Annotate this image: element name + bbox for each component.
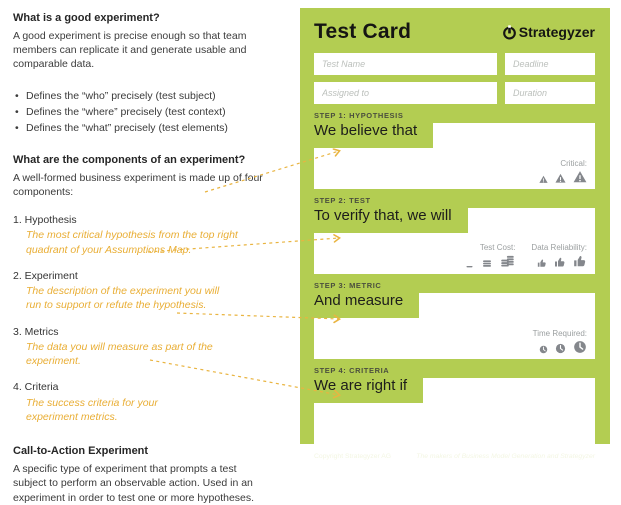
warning-triangle-icon — [555, 173, 566, 184]
step-prompt: To verify that, we will — [314, 207, 452, 224]
good-experiment-heading: What is a good experiment? — [13, 12, 160, 24]
component-metrics — [13, 325, 293, 369]
clock-icon — [539, 345, 548, 354]
critical-rating — [539, 159, 587, 184]
bullet-item: • Defines the “who” precisely (test subject) — [13, 89, 293, 103]
deadline-input[interactable] — [505, 53, 595, 75]
call-to-action-block — [13, 444, 293, 505]
strategyzer-logo-icon — [502, 25, 517, 40]
brand-name: Strategyzer — [518, 24, 595, 40]
component-description: The data you will measure as part of the experiment. — [26, 340, 213, 368]
data-reliability-rating — [531, 243, 587, 269]
card-fields — [314, 53, 595, 104]
component-experiment — [13, 269, 293, 313]
copyright-text: Copyright Strategyzer AG — [314, 453, 392, 460]
step-label: STEP 2: TEST — [314, 196, 371, 205]
card-header — [314, 20, 595, 44]
critical-label: Critical: — [560, 159, 587, 168]
component-description: The success criteria for your experiment metrics. — [26, 396, 158, 423]
component-criteria — [13, 380, 293, 424]
step-label: STEP 3: METRIC — [314, 281, 382, 290]
duration-input[interactable] — [505, 82, 595, 104]
data-reliability-label: Data Reliability: — [531, 243, 587, 252]
step-prompt-notch — [314, 293, 419, 318]
makers-text: The makers of Business Model Generation and Strategyzer — [416, 453, 595, 460]
component-title: 1. Hypothesis — [13, 214, 77, 227]
test-cost-rating — [465, 243, 515, 269]
component-hypothesis — [13, 213, 293, 257]
bullet-item: • Defines the “where” precisely (test context) — [13, 105, 293, 119]
components-body: A well-formed business experiment is made up of four components: — [13, 171, 263, 198]
card-title: Test Card — [314, 20, 412, 43]
thumbs-up-icon — [554, 256, 566, 268]
thumbs-up-icon — [573, 254, 587, 268]
coin-stack-icon — [465, 260, 474, 269]
step-label: STEP 1: HYPOTHESIS — [314, 111, 404, 120]
test-name-input[interactable] — [314, 53, 497, 75]
step-1-hypothesis — [314, 111, 595, 189]
clock-icon — [573, 340, 587, 354]
step-3-metric — [314, 281, 595, 359]
strategyzer-brand — [502, 24, 595, 40]
step-prompt: We believe that — [314, 122, 418, 139]
coin-stack-icon — [500, 254, 515, 269]
step-label: STEP 4: CRITERIA — [314, 366, 390, 375]
component-title: 3. Metrics — [13, 325, 59, 338]
time-required-label: Time Required: — [532, 329, 587, 338]
experiment-bullet-list — [13, 89, 293, 136]
step-prompt-notch — [314, 208, 468, 233]
card-footer — [314, 453, 595, 460]
step-prompt: We are right if — [314, 377, 408, 394]
warning-triangle-icon — [539, 175, 548, 184]
component-description: The most critical hypothesis from the top right quadrant of your Assumptions Map. — [26, 229, 238, 256]
step-prompt: And measure — [314, 292, 404, 309]
step-4-criteria — [314, 366, 595, 444]
test-cost-label: Test Cost: — [479, 243, 516, 252]
clock-icon — [555, 343, 566, 354]
thumbs-up-icon — [537, 258, 547, 268]
step-2-test — [314, 196, 595, 274]
cta-heading: Call-to-Action Experiment — [13, 445, 149, 458]
coin-stack-icon — [481, 257, 493, 269]
cta-body: A specific type of experiment that prompts a test subject to perform an observable action. Used in an experiment in order to test one or more hypotheses. — [13, 463, 255, 504]
component-title: 4. Criteria — [13, 381, 59, 394]
component-description: The description of the experiment you will run to support or refute the hypothesis. — [26, 285, 220, 312]
good-experiment-body: A good experiment is precise enough so that team members can replicate it and generate usable and comparable data. — [13, 29, 247, 71]
step-prompt-notch — [314, 123, 433, 148]
bullet-item: • Defines the “what” precisely (test elements) — [13, 121, 293, 135]
components-heading: What are the components of an experiment? — [13, 153, 246, 166]
time-required-rating — [533, 329, 587, 354]
step-prompt-notch — [314, 378, 423, 403]
explainer-panel — [13, 11, 293, 505]
assigned-to-input[interactable] — [314, 82, 497, 104]
warning-triangle-icon — [573, 170, 587, 184]
component-title: 2. Experiment — [13, 269, 78, 282]
test-card — [300, 8, 610, 460]
